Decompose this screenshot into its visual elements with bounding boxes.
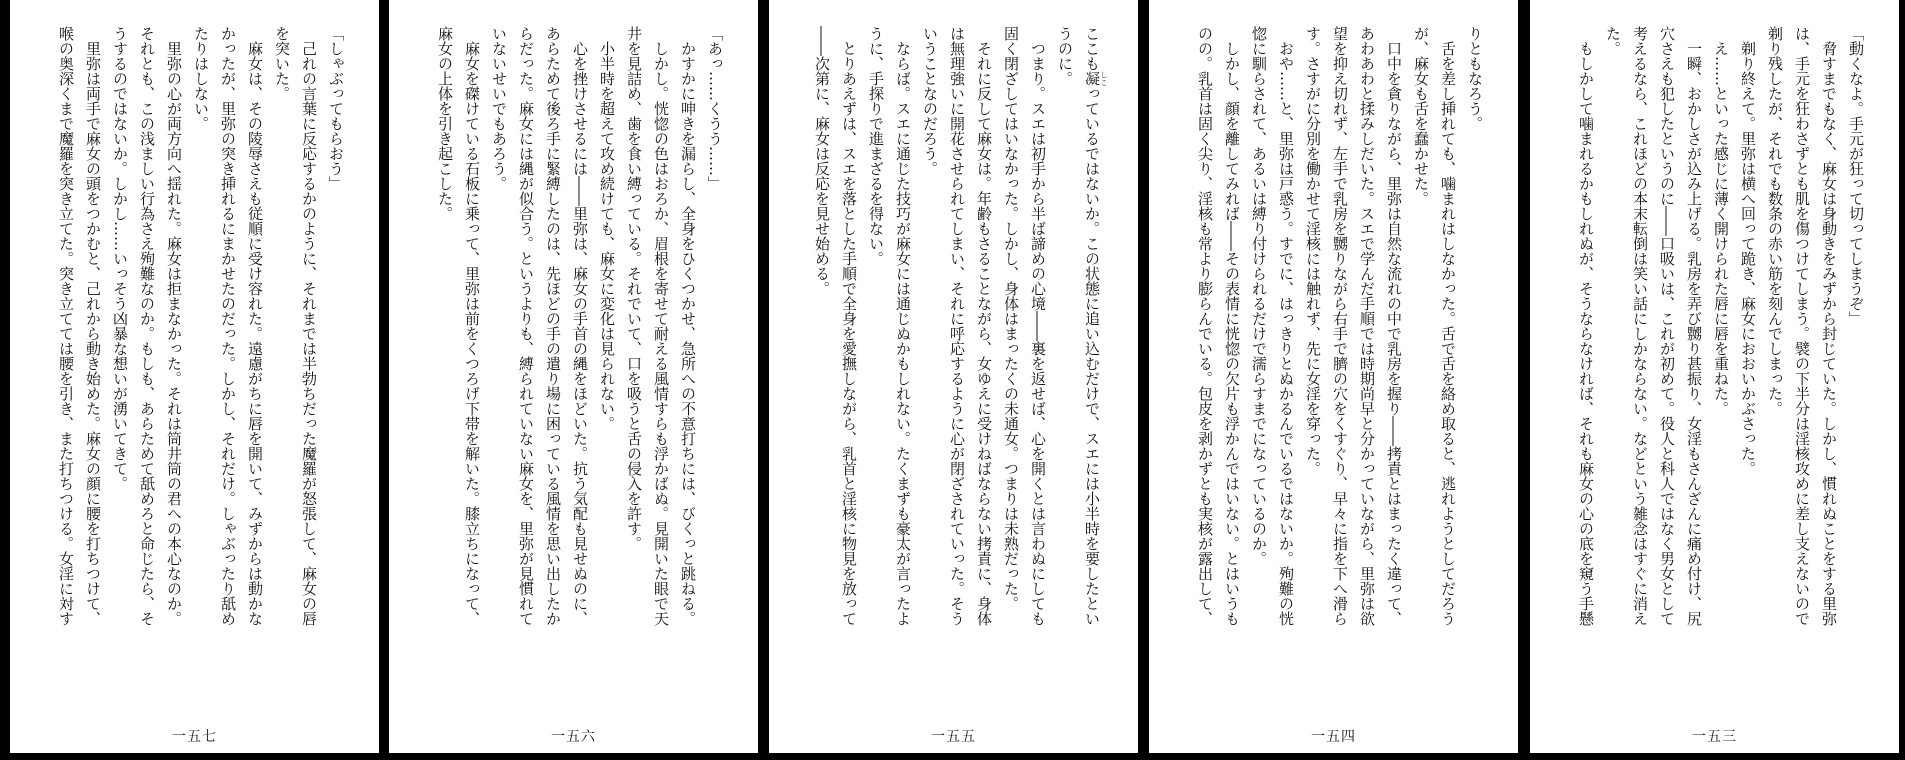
page-text <box>431 26 728 632</box>
text-line: は無理強いに開花させられてしまい、それに呼応するように心が閉ざされていった。そう <box>948 26 966 626</box>
text-line: しかし、顔を離してみれば――その表情に恍惚の欠片も浮かんではいない。とはいうも <box>1223 26 1241 626</box>
text-line: いうことなのだろう。 <box>921 26 939 176</box>
text-line: うするのではないか。しかし……いっそう凶暴な想いが湧いてきて。 <box>111 26 129 491</box>
text-line: もしかして噛まれるかもしれぬが、そうならなければ、それも麻女の心の底を窺う手懸 <box>1577 26 1595 626</box>
page-number: 一五七 <box>172 729 217 745</box>
text-line: りともなろう。 <box>1466 26 1484 131</box>
page-155 <box>769 0 1138 753</box>
ruby-annotation <box>1083 71 1108 86</box>
text-line: を突いた。 <box>273 26 291 101</box>
text-line: 小半時を超えて攻め続けても、麻女に変化は見られない。 <box>598 26 616 431</box>
page-153 <box>1530 0 1899 753</box>
text-segment: ここも <box>1083 26 1101 71</box>
page-156 <box>389 0 758 753</box>
text-line: 「動くなよ。手元が狂って切ってしまうぞ」 <box>1847 26 1865 326</box>
page-number: 一五四 <box>1311 729 1356 745</box>
text-line: うに、手探りで進まざるを得ない。 <box>867 26 885 266</box>
text-line: 心を挫けさせるには――里弥は、麻女の手首の縄をほどいた。抗う気配も見せぬのに、 <box>571 26 589 626</box>
text-line: あらためて後ろ手に緊縛したのは、先ほどの手の遣り場に困っている風情を思い出したか <box>544 26 562 626</box>
text-line: かったが、里弥の突き挿れるにまかせたのだった。しかし、それだけ。しゃぶったり舐め <box>219 26 237 626</box>
text-line-with-ruby <box>1078 26 1108 632</box>
text-line: 惚に馴らされて、あるいは縛り付けられるだけで濡らすまでになっているのか。 <box>1250 26 1268 566</box>
text-segment: っているではないか。この状態に追い込むだけで、スエには小半時を要したとい <box>1083 86 1101 626</box>
text-line: とりあえずは、スエを落とした手順で全身を愛撫しながら、乳首と淫核に物見を放って <box>840 26 858 626</box>
text-line: 麻女は、その陵辱さえも従順に受け容れた。遠慮がちに唇を開いて、みずからは動かな <box>246 26 264 626</box>
page-number: 一五六 <box>551 729 596 745</box>
page-text <box>52 26 349 632</box>
text-line: あわあわと揉みしだいた。スエで学んだ手順では時期尚早と分かっていながら、里弥は欲 <box>1358 26 1376 626</box>
page-154 <box>1149 0 1518 753</box>
text-line: それに反して麻女は。年齢もさることながら、女ゆえに受けねばならない拷責に、身体 <box>975 26 993 626</box>
text-line: ならば。スエに通じた技巧が麻女には通じぬかもしれない。たくまずも豪太が言ったよ <box>894 26 912 626</box>
text-line: が、麻女も舌を蠢かせた。 <box>1412 26 1430 206</box>
text-line: は、手元を狂わさずとも肌を傷つけてしまう。襞の下半分は淫核攻めに差し支えないので <box>1793 26 1811 626</box>
text-line: 己れの言葉に反応するかのように、それまでは半勃ちだった魔羅が怒張して、麻女の唇 <box>300 26 318 626</box>
text-line: 口中を貪りながら、里弥は自然な流れの中で乳房を握り――拷責とはまったく違って、 <box>1385 26 1403 626</box>
text-line: 固く閉ざしてはいなかった。しかし、身体はまったくの未通女。つまりは未熟だった。 <box>1002 26 1020 611</box>
text-line: 井を見詰め、歯を食い縛っている。それでいて、口を吸うと舌の侵入を許す。 <box>625 26 643 551</box>
text-line: のの。乳首は固く尖り、淫核も常より膨らんでいる。包皮を剥かずとも実核が露出して、 <box>1196 26 1214 626</box>
text-line: す。さすがに分別を働かせて淫核には触れず、先に女淫を穿った。 <box>1304 26 1322 476</box>
text-line: 脅すまでもなく、麻女は身動きをみずから封じていた。しかし、慣れぬことをする里弥 <box>1820 26 1838 626</box>
text-line: おや……と、里弥は戸惑う。すでに、はっきりとぬかるんでいるではないか。殉難の恍 <box>1277 26 1295 626</box>
text-line: いないせいでもあろう。 <box>490 26 508 191</box>
text-line: 穴さえも犯したというのに――口吸いは、これが初めて。役人と科人ではなく男女として <box>1658 26 1676 626</box>
text-line: それとも、この浅ましい行為さえ殉難なのか。もしも、あらためて舐めろと命じたら、そ <box>138 26 156 626</box>
text-line: うのに。 <box>1056 26 1074 86</box>
page-number: 一五五 <box>931 729 976 745</box>
text-line: しかし。恍惚の色はおろか、眉根を寄せて耐える風情すらも浮かばぬ。見開いた眼で天 <box>652 26 670 626</box>
text-line: 一瞬、おかしさが込み上げる。乳房を弄び嬲り甚振り、女淫もさんざんに痛め付け、尻 <box>1685 26 1703 626</box>
text-line: た。 <box>1604 26 1622 56</box>
page-text <box>808 26 1108 632</box>
page-text <box>1191 26 1488 632</box>
text-line: 剃り終えて。里弥は横へ回って跪き、麻女におおいかぶさった。 <box>1739 26 1757 476</box>
text-line: たりはしない。 <box>192 26 210 131</box>
text-line: 「あっ……くうう……」 <box>706 26 724 191</box>
text-line: 麻女の上体を引き起こした。 <box>436 26 454 221</box>
text-line: 里弥は両手で麻女の頭をつかむと、己れから動き始めた。麻女の顔に腰を打ちつけて、 <box>84 26 102 626</box>
text-line: ――次第に、麻女は反応を見せ始める。 <box>813 26 831 296</box>
text-line: 麻女を磔けている石板に乗って、里弥は前をくつろげ下帯を解いた。膝立ちになって、 <box>463 26 481 626</box>
text-line: 「しゃぶってもらおう」 <box>327 26 345 191</box>
text-line: らだった。麻女には縄が似合う。というよりも、縛られていない麻女を、里弥が見慣れて <box>517 26 535 626</box>
text-line: 望を抑え切れず、左手で乳房を嬲りながら右手で臍の穴をくすぐり、早々に指を下へ滑ら <box>1331 26 1349 626</box>
ruby-base: 凝 <box>1083 71 1101 86</box>
text-line: 舌を差し挿れても、噛まれはしなかった。舌で舌を絡め取ると、逃れようとしてだろう <box>1439 26 1457 626</box>
text-line: 考えるなら、これほどの本末転倒は笑い話にしかならない。などという雑念はすぐに消え <box>1631 26 1649 626</box>
text-line: え……といった感じに薄く開けられた唇に唇を重ねた。 <box>1712 26 1730 416</box>
text-line: 喉の奥深くまで魔羅を突き立てた。突き立てては腰を引き、また打ちつける。女淫に対す <box>57 26 75 626</box>
text-line: 剃り残したが、それでも数条の赤い筋を刻んでしまった。 <box>1766 26 1784 416</box>
text-line: かすかに呻きを漏らし、全身をひくつかせ、急所への不意打ちには、びくっと跳ねる。 <box>679 26 697 626</box>
text-line: 里弥の心が両方向へ揺れた。麻女は拒まなかった。それは筒井筒の君への本心なのか。 <box>165 26 183 626</box>
ruby-text: しこ <box>1100 71 1108 86</box>
page-number: 一五三 <box>1692 729 1737 745</box>
page-text <box>1572 26 1869 632</box>
page-157 <box>10 0 379 753</box>
text-line: つまり。スエは初手から半ば諦めの心境――裏を返せば、心を開くとは言わぬにしても <box>1029 26 1047 626</box>
